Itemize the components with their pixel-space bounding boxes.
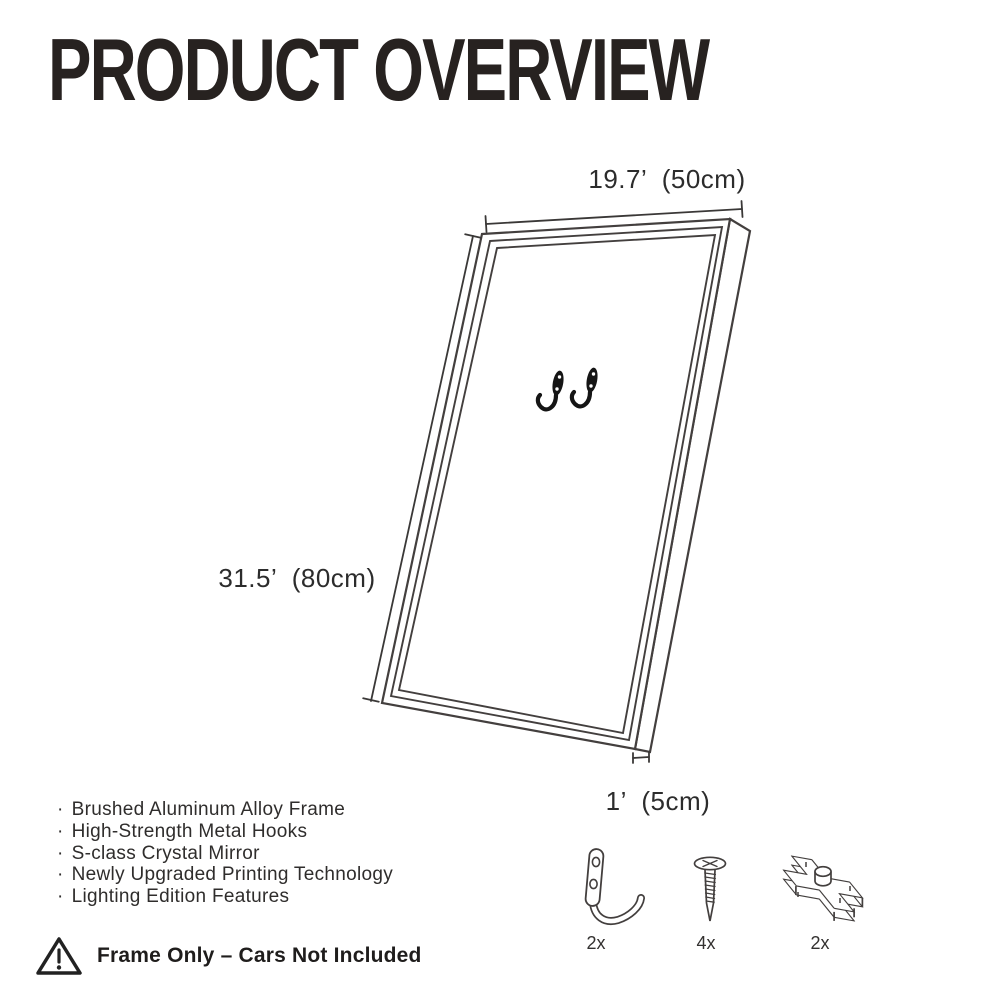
- feature-item: [57, 843, 393, 865]
- feature-text: High-Strength Metal Hooks: [71, 820, 308, 842]
- warning-triangle-icon: [36, 936, 82, 976]
- depth-dimension-label: 1’ (5cm): [605, 786, 711, 816]
- page-title: PRODUCT OVERVIEW: [48, 20, 709, 119]
- bullet-dot: ·: [57, 864, 64, 886]
- wall-hook-icon: [585, 848, 641, 921]
- warning-note: [36, 936, 422, 976]
- bullet-dot: ·: [57, 842, 64, 864]
- feature-item: [57, 799, 393, 821]
- feature-text: Lighting Edition Features: [71, 886, 290, 908]
- screw-icon: [695, 857, 726, 921]
- wall-hook-quantity: 2x: [586, 933, 606, 953]
- screw-quantity: 4x: [696, 933, 716, 953]
- feature-text: Newly Upgraded Printing Technology: [71, 864, 394, 886]
- feature-text: S-class Crystal Mirror: [71, 842, 260, 864]
- feature-item: [57, 821, 393, 843]
- warning-text: Frame Only – Cars Not Included: [97, 944, 422, 967]
- feature-item: [57, 886, 393, 908]
- bullet-dot: ·: [57, 799, 64, 820]
- mounting-bracket-icon: [769, 852, 877, 925]
- frame-outer-edge: [382, 219, 730, 749]
- height-dimension-label: 31.5’ (80cm): [218, 563, 376, 593]
- depth-dimension-line: [633, 752, 649, 763]
- width-dimension-label: 19.7’ (50cm): [588, 164, 746, 194]
- bracket-quantity: 2x: [810, 933, 830, 953]
- frame-outline-drawing: [382, 219, 750, 752]
- bullet-dot: ·: [57, 820, 64, 842]
- feature-item: [57, 864, 393, 886]
- feature-text: Brushed Aluminum Alloy Frame: [71, 799, 346, 820]
- feature-list: [57, 799, 393, 908]
- bullet-dot: ·: [57, 886, 64, 908]
